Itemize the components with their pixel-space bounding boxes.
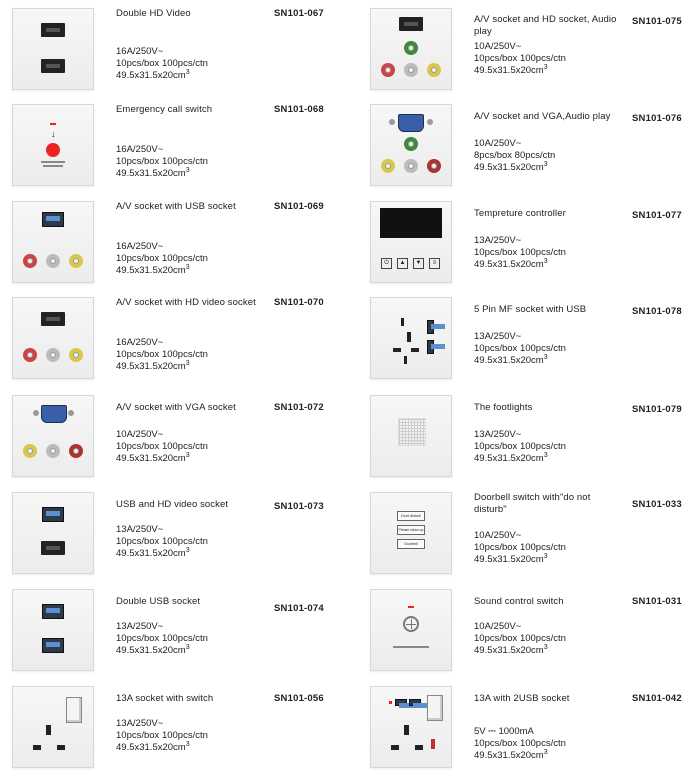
product-sn101-072 xyxy=(12,395,342,485)
product-specs: 10A/250V~ 8pcs/box 80pcs/ctn $49.5x31.5x20cm^3$ xyxy=(474,138,556,173)
product-specs: 13A/250V~ 10pcs/box 100pcs/ctn $49.5x31.5x20cm^3$ xyxy=(474,429,566,464)
product-specs: 13A/250V~ 10pcs/box 100pcs/ctn $49.5x31.5x20cm^3$ xyxy=(116,621,208,656)
product-image xyxy=(370,8,452,90)
product-image xyxy=(12,201,94,283)
rca-green-icon xyxy=(404,41,418,55)
product-name: Tempreture controller xyxy=(474,208,566,219)
hd-port-icon xyxy=(41,312,65,326)
lcd-display-icon xyxy=(380,208,442,238)
product-code: SN101-069 xyxy=(274,201,324,212)
clean-button-icon: Please clean up xyxy=(397,525,425,535)
product-image xyxy=(370,686,452,768)
product-image xyxy=(12,395,94,477)
socket-pin-icon xyxy=(407,332,411,342)
product-specs: 10A/250V~ 10pcs/box 100pcs/ctn $49.5x31.5x20cm^3$ xyxy=(474,530,566,565)
product-image xyxy=(12,8,94,90)
screw-icon xyxy=(33,410,39,416)
vga-port-icon xyxy=(398,114,424,132)
text-mark-icon xyxy=(393,646,429,648)
product-code: SN101-079 xyxy=(632,404,682,415)
product-image xyxy=(370,395,452,477)
rca-yellow-icon xyxy=(69,348,83,362)
socket-pin-icon xyxy=(415,745,423,750)
hd-port-icon xyxy=(41,23,65,37)
product-code: SN101-067 xyxy=(274,8,324,19)
rca-white-icon xyxy=(46,348,60,362)
product-code: SN101-076 xyxy=(632,113,682,124)
rca-yellow-icon xyxy=(23,444,37,458)
product-name: Sound control switch xyxy=(474,596,564,607)
product-name: A/V socket and VGA,Audio play xyxy=(474,111,611,122)
product-specs: 16A/250V~ 10pcs/box 100pcs/ctn $49.5x31.5x20cm^3$ xyxy=(116,337,208,372)
socket-pin-icon xyxy=(46,725,51,735)
hd-port-icon xyxy=(41,59,65,73)
doorbell-button-icon: Doorbell xyxy=(397,539,425,549)
product-code: SN101-070 xyxy=(274,297,324,308)
text-mark-icon xyxy=(43,165,63,167)
product-sn101-075 xyxy=(370,8,700,98)
dnd-button-icon: Don't disturb xyxy=(397,511,425,521)
product-specs: 16A/250V~ 10pcs/box 100pcs/ctn $49.5x31.5x20cm^3$ xyxy=(116,46,208,81)
product-code: SN101-072 xyxy=(274,402,324,413)
product-specs: 10A/250V~ 10pcs/box 100pcs/ctn $49.5x31.5x20cm^3$ xyxy=(474,621,566,656)
rca-red-icon xyxy=(23,254,37,268)
socket-pin-icon xyxy=(401,318,404,326)
usb-port-icon xyxy=(42,638,64,653)
product-name: Double HD Video xyxy=(116,8,191,19)
product-sn101-070 xyxy=(12,297,342,387)
product-image xyxy=(370,104,452,186)
socket-pin-icon xyxy=(57,745,65,750)
rca-white-icon xyxy=(46,254,60,268)
rca-white-icon xyxy=(46,444,60,458)
mode-button-icon: ≡ xyxy=(429,258,440,269)
product-image xyxy=(12,589,94,671)
rca-red-icon xyxy=(381,63,395,77)
usb-port-icon xyxy=(409,699,421,706)
product-sn101-069 xyxy=(12,201,342,291)
product-image xyxy=(370,297,452,379)
text-mark-icon xyxy=(41,161,65,163)
product-code: SN101-056 xyxy=(274,693,324,704)
hd-port-icon xyxy=(399,17,423,31)
led-icon xyxy=(50,123,56,125)
socket-pin-icon xyxy=(404,725,409,735)
product-name: Emergency call switch xyxy=(116,104,213,115)
down-arrow-icon: ▼ xyxy=(413,258,424,269)
product-sn101-079 xyxy=(370,395,700,485)
rocker-switch-icon xyxy=(427,695,443,721)
microphone-grille-icon xyxy=(403,616,419,632)
socket-pin-icon xyxy=(393,348,401,352)
rocker-switch-icon xyxy=(66,697,82,723)
product-name: A/V socket with USB socket xyxy=(116,201,236,212)
vga-port-icon xyxy=(41,405,67,423)
product-specs: 16A/250V~ 10pcs/box 100pcs/ctn $49.5x31.5x20cm^3$ xyxy=(116,241,208,276)
product-specs: 13A/250V~ 10pcs/box 100pcs/ctn $49.5x31.5x20cm^3$ xyxy=(474,331,566,366)
power-button-icon: ⏻ xyxy=(381,258,392,269)
emergency-button-icon xyxy=(46,143,60,157)
rca-red-icon xyxy=(427,159,441,173)
product-name: A/V socket with VGA socket xyxy=(116,402,236,413)
rca-yellow-icon xyxy=(427,63,441,77)
light-grille-icon xyxy=(398,418,426,446)
product-code: SN101-075 xyxy=(632,16,682,27)
led-icon xyxy=(408,606,414,608)
rca-red-icon xyxy=(69,444,83,458)
product-sn101-077 xyxy=(370,201,700,291)
usb-port-icon xyxy=(42,507,64,522)
socket-pin-icon xyxy=(411,348,419,352)
product-name: 13A with 2USB socket xyxy=(474,693,570,704)
product-image xyxy=(12,492,94,574)
product-name: 13A socket with switch xyxy=(116,693,214,704)
hd-port-icon xyxy=(41,541,65,555)
product-name: A/V socket and HD socket, Audio play xyxy=(474,14,617,37)
product-code: SN101-073 xyxy=(274,501,324,512)
product-sn101-033 xyxy=(370,492,700,582)
product-name: 5 Pin MF socket with USB xyxy=(474,304,587,315)
up-arrow-icon: ▲ xyxy=(397,258,408,269)
socket-pin-icon xyxy=(391,745,399,750)
product-specs: 16A/250V~ 10pcs/box 100pcs/ctn $49.5x31.5x20cm^3$ xyxy=(116,144,208,179)
product-code: SN101-042 xyxy=(632,693,682,704)
indicator-icon xyxy=(431,739,435,749)
product-specs: 10A/250V~ 10pcs/box 100pcs/ctn $49.5x31.5x20cm^3$ xyxy=(474,41,566,76)
product-sn101-076 xyxy=(370,104,700,194)
product-image xyxy=(12,686,94,768)
product-code: SN101-078 xyxy=(632,306,682,317)
product-name: USB and HD video socket xyxy=(116,499,229,510)
screw-icon xyxy=(389,119,395,125)
product-sn101-056 xyxy=(12,686,342,776)
rca-white-icon xyxy=(404,159,418,173)
product-name: The footlights xyxy=(474,402,533,413)
rca-red-icon xyxy=(23,348,37,362)
product-sn101-073 xyxy=(12,492,342,582)
product-code: SN101-074 xyxy=(274,603,324,614)
product-name: Doorbell switch with"do not disturb" xyxy=(474,492,591,515)
product-code: SN101-068 xyxy=(274,104,324,115)
socket-pin-icon xyxy=(404,356,407,364)
arrow-down-icon: ↓ xyxy=(51,129,56,139)
product-specs: 13A/250V~ 10pcs/box 100pcs/ctn $49.5x31.5x20cm^3$ xyxy=(116,524,208,559)
product-name: Double USB socket xyxy=(116,596,201,607)
product-sn101-078 xyxy=(370,297,700,387)
led-icon xyxy=(389,701,392,704)
product-sn101-067 xyxy=(12,8,342,98)
usb-port-icon xyxy=(427,320,434,334)
usb-port-icon xyxy=(42,604,64,619)
rca-green-icon xyxy=(404,137,418,151)
product-image xyxy=(12,297,94,379)
usb-port-icon xyxy=(395,699,407,706)
product-sn101-074 xyxy=(12,589,342,679)
product-specs: 5V ⎓ 1000mA 10pcs/box 100pcs/ctn $49.5x31.5x20cm^3$ xyxy=(474,726,566,761)
product-image xyxy=(12,104,94,186)
screw-icon xyxy=(427,119,433,125)
product-sn101-042 xyxy=(370,686,700,776)
product-code: SN101-033 xyxy=(632,499,682,510)
product-image xyxy=(370,492,452,574)
product-image xyxy=(370,589,452,671)
product-specs: 13A/250V~ 10pcs/box 100pcs/ctn $49.5x31.5x20cm^3$ xyxy=(116,718,208,753)
rca-yellow-icon xyxy=(69,254,83,268)
product-specs: 10A/250V~ 10pcs/box 100pcs/ctn $49.5x31.5x20cm^3$ xyxy=(116,429,208,464)
usb-port-icon xyxy=(42,212,64,227)
product-sn101-068 xyxy=(12,104,342,194)
product-code: SN101-031 xyxy=(632,596,682,607)
usb-port-icon xyxy=(427,340,434,354)
product-image xyxy=(370,201,452,283)
product-sn101-031 xyxy=(370,589,700,679)
screw-icon xyxy=(68,410,74,416)
rca-white-icon xyxy=(404,63,418,77)
product-name: A/V socket with HD video socket xyxy=(116,297,256,308)
product-specs: 13A/250V~ 10pcs/box 100pcs/ctn $49.5x31.5x20cm^3$ xyxy=(474,235,566,270)
product-code: SN101-077 xyxy=(632,210,682,221)
socket-pin-icon xyxy=(33,745,41,750)
rca-yellow-icon xyxy=(381,159,395,173)
